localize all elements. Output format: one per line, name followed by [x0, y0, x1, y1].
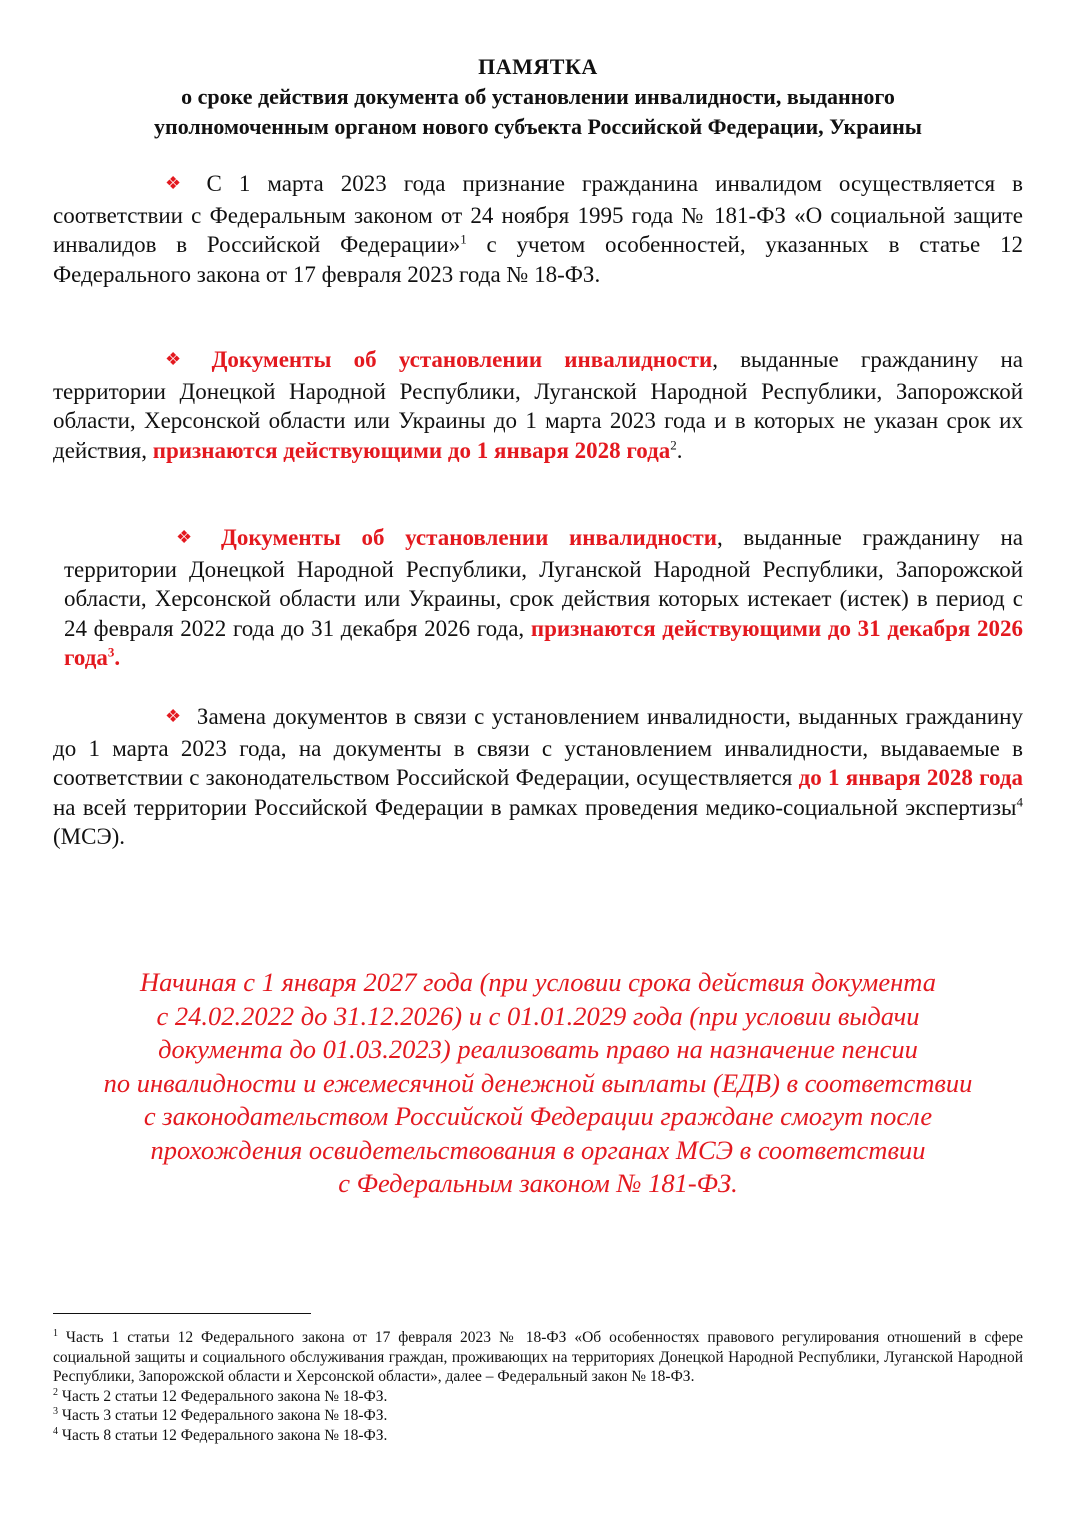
footnote-number: 2: [53, 1386, 58, 1398]
footnote-ref-3: 3: [107, 644, 115, 660]
bullet-icon: ❖: [165, 173, 193, 193]
footnote-text: Часть 3 статьи 12 Федерального закона № 18-ФЗ.: [58, 1407, 388, 1424]
notice-line: документа до 01.03.2023) реализовать право на назначение пенсии: [158, 1034, 918, 1064]
footnote-text: Часть 1 статьи 12 Федерального закона от 17 февраля 2023 № 18-ФЗ «Об особенностях правового регулирования отношений в сфере социальной защиты и социального обслуживания граждан, проживающих на территориях Донецкой Народной Республики, Луганской Народной Республики, Запорожской области и Херсонской области», далее – Федеральный закон № 18-ФЗ.: [53, 1329, 1023, 1385]
paragraph-2-highlight-tail: признаются действующими до 1 января 2028 года: [152, 437, 671, 463]
paragraph-1-text: С 1 марта 2023 года признание гражданина инвалидом осуществляется в соответствии с Федеральным законом от 24 ноября 1995 года № 181-ФЗ «О социальной защите инвалидов в Российской Федерации»: [53, 171, 1023, 257]
document-header: [40, 52, 1036, 142]
paragraph-2-end: .: [676, 437, 683, 463]
paragraph-4-text-cont: на всей территории Российской Федерации в рамках проведения медико-социальной экспертизы: [53, 794, 1017, 820]
footnote-1: [53, 1328, 1023, 1387]
footnotes: [53, 1328, 1023, 1445]
notice-line: Начиная с 1 января 2027 года (при условии срока действия документа: [140, 967, 936, 997]
document-title: ПАМЯТКА: [478, 54, 598, 79]
notice-line: с 24.02.2022 до 31.12.2026) и с 01.01.2029 года (при условии выдачи: [156, 1000, 920, 1031]
footnote-text: Часть 8 статьи 12 Федерального закона № 18-ФЗ.: [58, 1426, 388, 1444]
paragraph-4-text: Замена документов в связи с установлением инвалидности, выданных гражданину до 1 марта 2023 года, на документы в связи с установлением инвалидности, выдаваемые в соответствии с законодательством Российской Федерации, осуществляется: [53, 704, 1023, 790]
paragraph-4-end: (МСЭ).: [53, 824, 126, 849]
footnote-number: 1: [53, 1327, 58, 1339]
paragraph-4: [53, 702, 1023, 852]
footnote-ref-2: 2: [670, 436, 677, 452]
footnote-3: [53, 1406, 1023, 1426]
paragraph-3-end: .: [114, 645, 121, 670]
footnote-ref-1: 1: [460, 231, 467, 247]
paragraph-1-text-cont: с учетом особенностей, указанных в статье 12 Федерального закона от 17 февраля 2023 года № 18-ФЗ.: [53, 232, 1023, 287]
footnote-divider: [53, 1313, 311, 1314]
paragraph-2-text: , выданные гражданину на территории Донецкой Народной Республики, Луганской Народной Республики, Запорожской области, Херсонской области или Украины до 1 марта 2023 года и в которых не указан срок их действия,: [53, 347, 1023, 463]
paragraph-2: [53, 345, 1023, 465]
notice-line: прохождения освидетельствования в органах МСЭ в соответствии: [150, 1134, 926, 1165]
document-subtitle-line-2: уполномоченным органом нового субъекта Российской Федерации, Украины: [154, 114, 922, 139]
footnote-4: [53, 1426, 1023, 1446]
footnote-number: 4: [53, 1425, 58, 1437]
paragraph-3-text: , выданные гражданину на территории Донецкой Народной Республики, Луганской Народной Республики, Запорожской области, Херсонской области или Украины, срок действия которых истекает (истек) в период с 24 февраля 2022 года до 31 декабря 2026 года,: [64, 525, 1024, 641]
bullet-icon: ❖: [165, 706, 183, 726]
pension-notice: [40, 966, 1036, 1201]
paragraph-3: [64, 523, 1023, 673]
paragraph-1: [53, 169, 1023, 289]
footnote-ref-4: 4: [1016, 793, 1023, 809]
notice-line: с Федеральным законом № 181-ФЗ.: [338, 1168, 738, 1198]
footnote-number: 3: [53, 1405, 58, 1417]
notice-line: с законодательством Российской Федерации граждане смогут после: [143, 1101, 933, 1131]
bullet-icon: ❖: [165, 349, 198, 369]
notice-line: по инвалидности и ежемесячной денежной выплаты (ЕДВ) в соответствии: [103, 1067, 973, 1098]
footnote-2: [53, 1387, 1023, 1407]
paragraph-4-highlight: до 1 января 2028 года: [798, 765, 1023, 790]
paragraph-2-highlight: Документы об установлении инвалидности: [211, 347, 713, 372]
document-subtitle-line-1: о сроке действия документа об установлении инвалидности, выданного: [181, 84, 895, 109]
paragraph-3-highlight: Документы об установлении инвалидности: [221, 525, 717, 550]
footnote-text: Часть 2 статьи 12 Федерального закона № 18-ФЗ.: [58, 1387, 388, 1405]
bullet-icon: ❖: [176, 527, 208, 547]
paragraph-3-highlight-tail: признаются действующими до 31 декабря 2026 года: [64, 615, 1023, 670]
